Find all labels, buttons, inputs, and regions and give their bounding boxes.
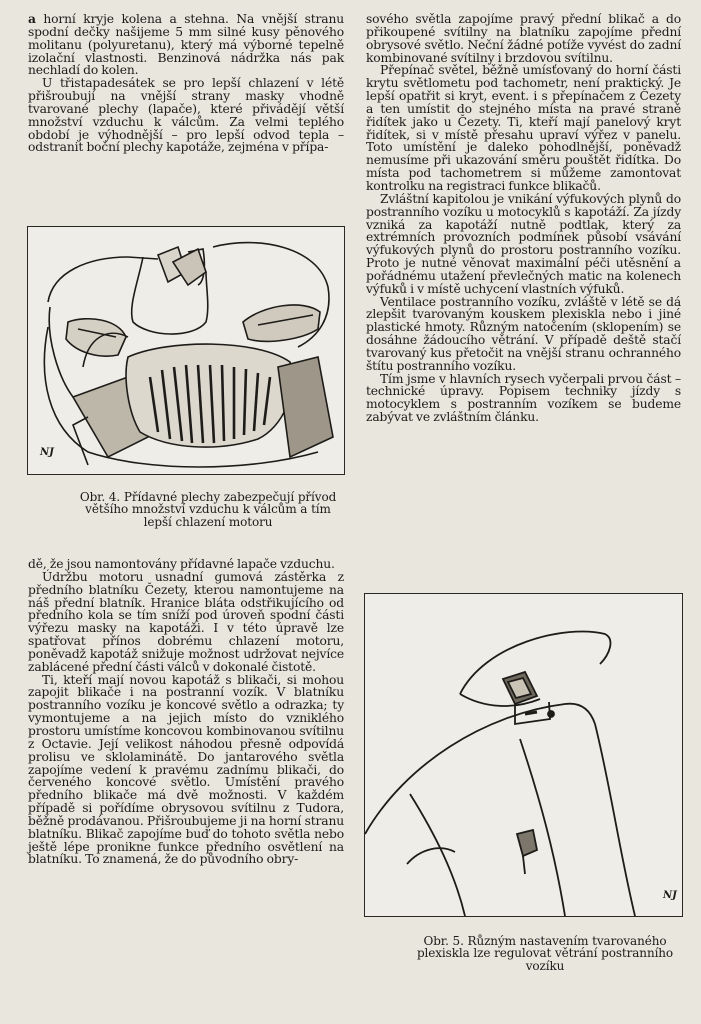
left-paragraph-1: [28, 13, 344, 77]
left-paragraph-4: Údržbu motoru usnadní gumová zástěrka z předního blatníku Čezety, kterou namontujeme na náš přední blatník. Hranice bláta odstřikujícího od předního kola se tím sníží pod úroveň spodní části výřezu masky na kapotáži. I v této úpravě lze spatřovat přínos dobrému chlazení motoru, poněvadž kapotáž snižuje možnost udržovat nejvíce zablácené přední části válců v dokonalé čistotě.: [28, 569, 344, 674]
figure-4-signature: NJ: [40, 447, 54, 458]
left-paragraph-1-text: horní kryje kolena a stehna. Na vnější stranu spodní dečky našijeme 5 mm silné kusy pěnového molitanu (polyuretanu), který má výborné tepelně izolační vlastnosti. Benzinová nádržka nás pak nechladí do kolen.: [28, 12, 344, 78]
figure-5-caption: Obr. 5. Různým nastavením tvarovaného plexiskla lze regulovat větrání postranního vozíku: [416, 934, 674, 973]
right-column: [366, 13, 681, 424]
figure-5-illustration: [364, 593, 683, 917]
right-paragraph-3: Zvláštní kapitolou je vnikání výfukových plynů do postranního vozíku u motocyklů s kapotáží. Za jízdy vzniká za kapotáží nutně podtlak, který za extrémních provozních podmínek působí vsávání výfukových plynů do prostoru postranního vozíku. Proto je nutné věnovat maximální péči utěsnění a pořádnému utažení převlečných matic na kolenech výfuků i v místě uchycení vlastních výfuků.: [366, 191, 681, 296]
right-paragraph-4: Ventilace postranního vozíku, zvláště v létě se dá zlepšit tvarovaným kouskem plexiskla nebo i jiné plastické hmoty. Různým natočením (sklopením) se dosáhne žádoucího větrání. V případě deště stačí tvarovaný kus přetočit na vnější stranu ochranného štítu postranního vozíku.: [366, 294, 681, 373]
sidecar-windshield-drawing: [365, 594, 682, 916]
scooter-cowling-drawing: [28, 227, 344, 474]
right-paragraph-1: sového světla zapojíme pravý přední blikač a do přikoupené svítilny na blatníku zapojíme přední obrysové světlo. Neční žádné potíže vyvést do zadní kombinované svítilny i brzdovou svítilnu.: [366, 12, 681, 65]
left-paragraph-2: U třistapadesátek se pro lepší chlazení v létě přišroubují na vnější strany masky vhodně tvarované plechy (lapače), které přivádějí větší množství vzduchu k válcům. Za velmi teplého období je výhodnější – pro lepší odvod tepla – odstranit boční plechy kapotáže, zejména v přípa-: [28, 76, 344, 155]
left-column: [28, 13, 344, 154]
left-column-lower: [28, 558, 344, 866]
figure-4-caption: Obr. 4. Přídavné plechy zabezpečují přívod většího množství vzduchu k válcům a tím lepší chlazení motoru: [79, 490, 337, 529]
right-paragraph-2: Přepínač světel, běžně umísťovaný do horní části krytu světlometu pod tachometr, není praktický. Je lepší opatřit si kryt, event. i s přepínačem z Čezety a ten umístit do stejného místa na pravé straně řidítek jako u Čezety. Ti, kteří mají panelový kryt řidítek, si v místě přesahu upraví výřez v panelu. Toto umístění je daleko pohodlnější, poněvadž nemusíme při ukazování směru pouštět řidítka. Do místa pod tachometrem si můžeme zamontovat kontrolku na registraci funkce blikačů.: [366, 63, 681, 193]
figure-4-illustration: [27, 226, 345, 475]
figure-5-signature: NJ: [663, 890, 677, 901]
bold-start: a: [28, 11, 36, 26]
left-paragraph-3: dě, že jsou namontovány přídavné lapače vzduchu.: [28, 557, 335, 571]
right-paragraph-5: Tím jsme v hlavních rysech vyčerpali prvou část – technické úpravy. Popisem techniky jízdy s motocyklem s postranním vozíkem se budeme zabývat ve zvláštním článku.: [366, 371, 681, 425]
left-paragraph-5: Ti, kteří mají novou kapotáž s blikači, si mohou zapojit blikače i na postranní vozík. V blatníku postranního vozíku je koncové světlo a odrazka; ty vymontujeme a na jejich místo do vzniklého prostoru umístíme koncovou kombinovanou svítilnu z Octavie. Její velikost náhodou přesně odpovídá prolisu ve sklolaminátě. Do jantarového světla zapojíme vedení k pravému zadnímu blikači, do červeného koncové světlo. Umístění pravého předního blikače má dvě možnosti. V každém případě si pořídíme obrysovou svítilnu z Tudora, běžně prodávanou. Přišroubujeme ji na horní stranu blatníku. Blikač zapojíme buď do tohoto světla nebo ještě lépe pronikne funkce předního osvětlení na blatníku. To znamená, že do původního obry-: [28, 672, 344, 867]
